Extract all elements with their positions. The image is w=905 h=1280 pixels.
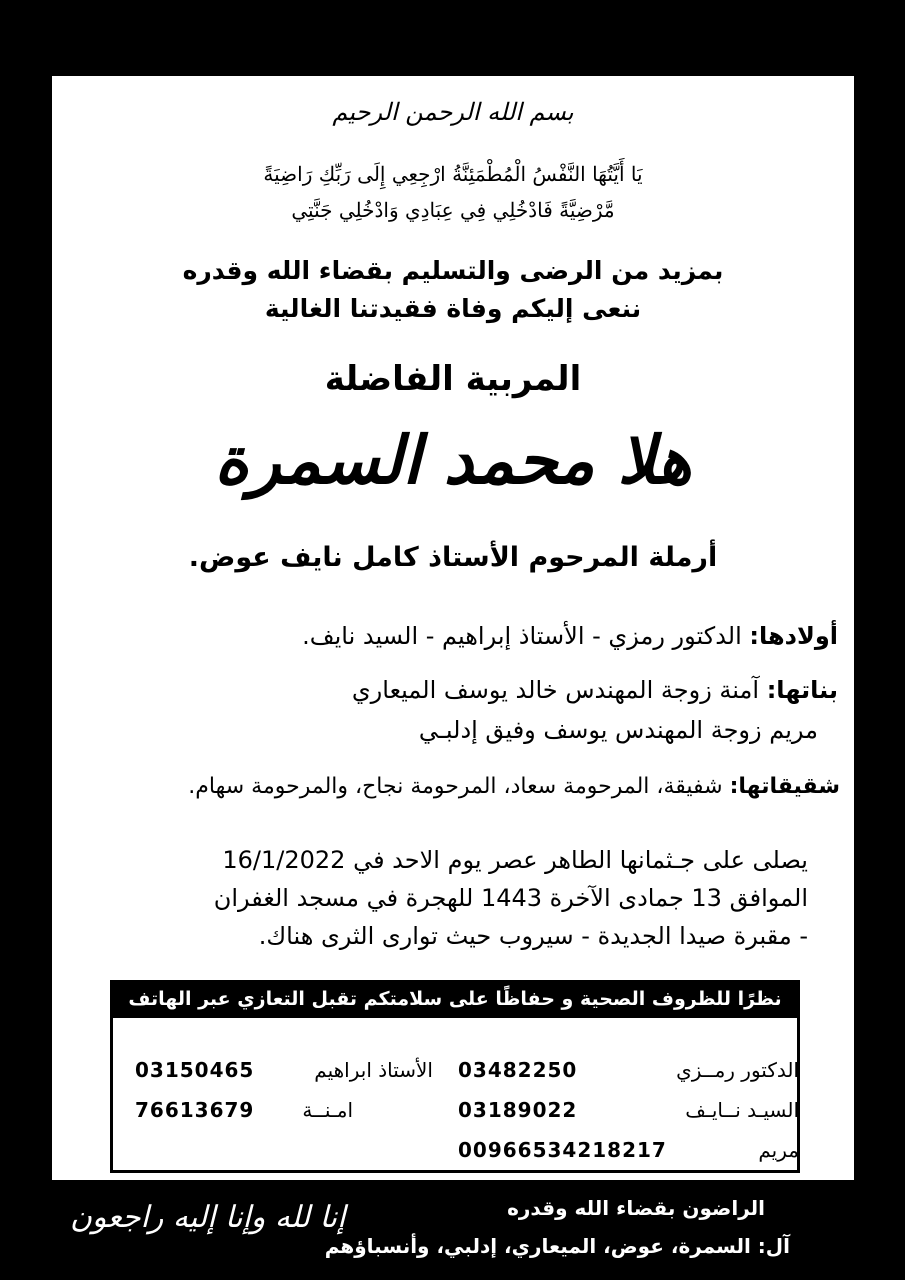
- prayer-line-3: - مقبرة صيدا الجديدة - سيروب حيث توارى الثرى هناك.: [258, 922, 808, 950]
- footer-line-1: الراضون بقضاء الله وقدره: [507, 1196, 765, 1220]
- sisters-row: [188, 774, 840, 799]
- footer-families: آل: السمرة، عوض، الميعاري، إدلبي، وأنسباؤهم: [324, 1234, 790, 1258]
- sons-row: [302, 622, 838, 650]
- prayer-line-2: الموافق 13 جمادى الآخرة 1443 للهجرة في مسجد الغفران: [213, 884, 808, 912]
- widow-of: أرملة المرحوم الأستاذ كامل نايف عوض.: [188, 542, 718, 573]
- deceased-title: المربية الفاضلة: [324, 359, 582, 399]
- contact-name: السيـد نــايـف: [685, 1098, 799, 1122]
- daughters-row: [352, 676, 838, 704]
- sisters-names: شفيقة، المرحومة سعاد، المرحومة نجاح، والمرحومة سهام.: [188, 774, 723, 799]
- contacts-box: [110, 1018, 800, 1173]
- contact-name: الأستاذ ابراهيم: [314, 1058, 433, 1082]
- calligraphy-istirja: إنا لله وإنا إليه راجعون: [70, 1200, 346, 1235]
- quran-verse-line-2: مَّرْضِيَّةً فَادْخُلِي فِي عِبَادِي وَادْخُلِي جَنَّتِي: [291, 198, 615, 222]
- condolence-notice: نظرًا للظروف الصحية و حفاظًا على سلامتكم تقبل التعازي عبر الهاتف: [110, 980, 800, 1018]
- basmala: بسم الله الرحمن الرحيم: [332, 98, 574, 126]
- contact-phone: 03189022: [458, 1098, 578, 1122]
- contact-phone: 76613679: [135, 1098, 255, 1122]
- contact-name: مريم: [758, 1138, 799, 1162]
- daughters-label: بناتها:: [766, 676, 838, 704]
- contact-name: امـنــة: [302, 1098, 353, 1122]
- sons-label: أولادها:: [749, 622, 838, 650]
- daughters-line-2: مريم زوجة المهندس يوسف وفيق إدلبـي: [418, 716, 818, 744]
- contact-phone: 03150465: [135, 1058, 255, 1082]
- contact-phone: 00966534218217: [458, 1138, 667, 1162]
- sons-names: الدكتور رمزي - الأستاذ إبراهيم - السيد نايف.: [302, 622, 742, 650]
- contact-phone: 03482250: [458, 1058, 578, 1082]
- contact-name: الدكتور رمــزي: [676, 1058, 799, 1082]
- prayer-line-1: يصلى على جـثمانها الطاهر عصر يوم الاحد في 16/1/2022: [222, 846, 808, 874]
- intro-line-2: ننعى إليكم وفاة فقيدتنا الغالية: [264, 294, 642, 323]
- deceased-name: هلا محمد السمرة: [214, 421, 692, 499]
- daughters-line-1: آمنة زوجة المهندس خالد يوسف الميعاري: [351, 676, 760, 704]
- sisters-label: شقيقاتها:: [729, 774, 840, 799]
- quran-verse-line-1: يَا أَيَّتُهَا النَّفْسُ الْمُطْمَئِنَّةُ ارْجِعِي إِلَى رَبِّكِ رَاضِيَةً: [263, 162, 643, 186]
- intro-line-1: بمزيد من الرضى والتسليم بقضاء الله وقدره: [182, 256, 724, 285]
- obituary-card: [52, 76, 854, 1180]
